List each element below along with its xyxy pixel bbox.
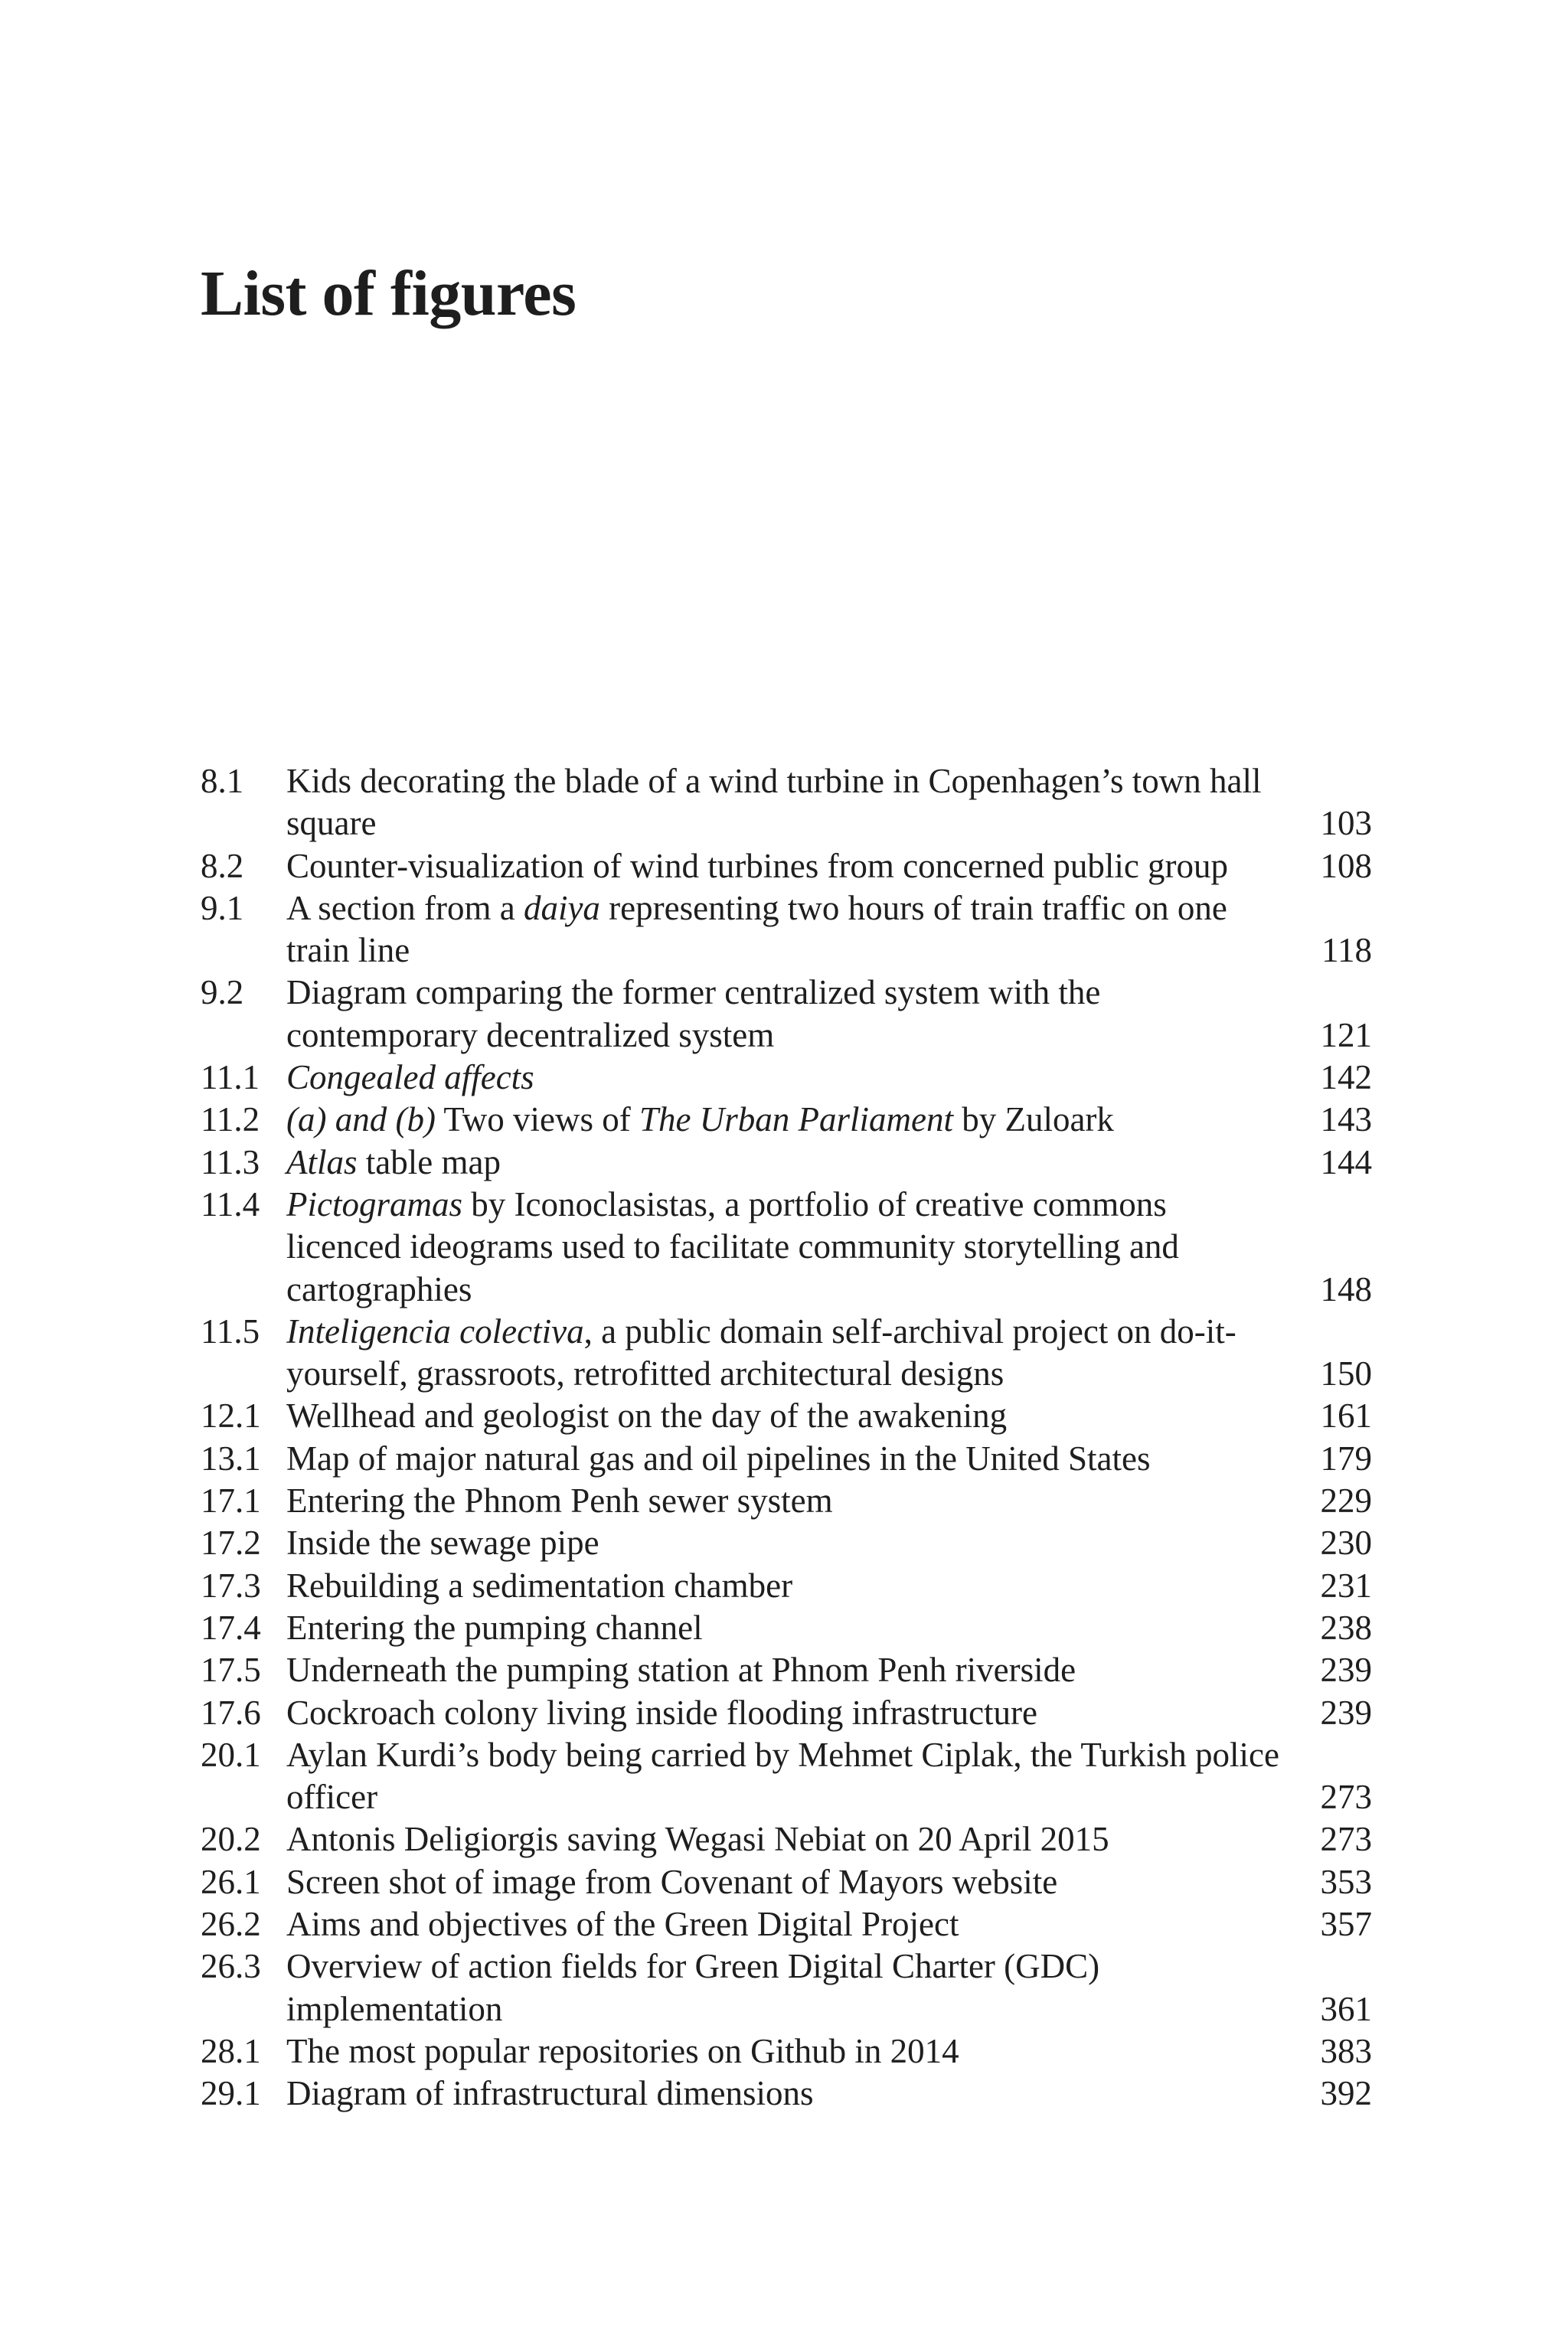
figure-page-number: 144 bbox=[1320, 1142, 1372, 1181]
figure-page-number: 239 bbox=[1320, 1651, 1372, 1690]
figure-caption bbox=[286, 972, 1311, 1057]
figure-caption bbox=[286, 1395, 1311, 1437]
figure-number: 17.5 bbox=[201, 1651, 261, 1690]
figure-page-number: 142 bbox=[1320, 1058, 1372, 1097]
figure-number: 11.4 bbox=[201, 1184, 260, 1223]
caption-text: Overview of action fields for Green Digital Charter (GDC) implementation bbox=[286, 1947, 1100, 2028]
figure-entry bbox=[201, 1184, 1372, 1311]
figure-entry bbox=[201, 1861, 1372, 1903]
figure-caption bbox=[286, 2030, 1311, 2073]
caption-italic-text: Atlas bbox=[286, 1142, 358, 1181]
figure-page-number: 230 bbox=[1320, 1524, 1372, 1563]
figure-number: 12.1 bbox=[201, 1396, 261, 1436]
figure-number: 13.1 bbox=[201, 1439, 261, 1478]
caption-text: Diagram of infrastructural dimensions bbox=[286, 2074, 814, 2113]
figure-entry bbox=[201, 1945, 1372, 2030]
figure-caption bbox=[286, 1692, 1311, 1734]
figure-page-number: 121 bbox=[1320, 1015, 1372, 1054]
figure-caption bbox=[286, 1184, 1311, 1311]
figure-caption bbox=[286, 1057, 1311, 1099]
figure-page-number: 361 bbox=[1320, 1989, 1372, 2028]
figure-caption bbox=[286, 1311, 1311, 1396]
figure-page-number: 273 bbox=[1320, 1820, 1372, 1859]
figure-caption bbox=[286, 1438, 1311, 1480]
figure-page-number: 103 bbox=[1320, 804, 1372, 843]
figure-page-number: 239 bbox=[1320, 1693, 1372, 1732]
figure-page-number: 143 bbox=[1320, 1100, 1372, 1139]
figure-entry bbox=[201, 2073, 1372, 2115]
figure-entry bbox=[201, 1142, 1372, 1184]
caption-text: Underneath the pumping station at Phnom Penh riverside bbox=[286, 1651, 1076, 1690]
figure-page-number: 161 bbox=[1320, 1396, 1372, 1436]
figure-entry bbox=[201, 887, 1372, 972]
figure-caption bbox=[286, 1903, 1311, 1945]
figure-number: 11.1 bbox=[201, 1058, 260, 1097]
figure-number: 20.1 bbox=[201, 1735, 261, 1774]
figure-entry bbox=[201, 760, 1372, 845]
caption-text: Map of major natural gas and oil pipelines in the United States bbox=[286, 1439, 1151, 1478]
caption-italic-text: (a) and (b) bbox=[286, 1100, 436, 1139]
figure-caption bbox=[286, 1099, 1311, 1141]
caption-text: Entering the pumping channel bbox=[286, 1608, 703, 1647]
caption-text: , a public domain self-archival project on do-it-yourself, grassroots, retrofitted architectural designs bbox=[286, 1312, 1236, 1393]
figure-page-number: 238 bbox=[1320, 1608, 1372, 1647]
figure-number: 9.1 bbox=[201, 888, 244, 927]
caption-text: Counter-visualization of wind turbines from concerned public group bbox=[286, 846, 1229, 885]
figure-caption bbox=[286, 760, 1311, 845]
caption-text: Kids decorating the blade of a wind turbine in Copenhagen’s town hall square bbox=[286, 762, 1262, 843]
caption-italic-text: The Urban Parliament bbox=[639, 1100, 953, 1139]
figure-page-number: 383 bbox=[1320, 2031, 1372, 2070]
figure-number: 11.3 bbox=[201, 1142, 260, 1181]
figure-page-number: 118 bbox=[1321, 931, 1372, 970]
caption-text: Diagram comparing the former centralized system with the contemporary decentralized system bbox=[286, 973, 1101, 1054]
figure-number: 8.1 bbox=[201, 762, 244, 800]
caption-text: Cockroach colony living inside flooding infrastructure bbox=[286, 1693, 1038, 1732]
caption-text: representing two hours of train traffic on one train line bbox=[286, 888, 1227, 970]
figure-caption bbox=[286, 2073, 1311, 2115]
caption-text: by Zuloark bbox=[952, 1100, 1114, 1139]
figure-entry bbox=[201, 1057, 1372, 1099]
figure-entry bbox=[201, 1311, 1372, 1396]
figure-caption bbox=[286, 1142, 1311, 1184]
figure-page-number: 353 bbox=[1320, 1862, 1372, 1901]
caption-italic-text: Inteligencia colectiva bbox=[286, 1312, 584, 1351]
figure-entry bbox=[201, 1818, 1372, 1860]
figure-entry bbox=[201, 1099, 1372, 1141]
figure-entry bbox=[201, 2030, 1372, 2073]
figure-page-number: 357 bbox=[1320, 1905, 1372, 1944]
figure-entry bbox=[201, 1692, 1372, 1734]
caption-text: Rebuilding a sedimentation chamber bbox=[286, 1566, 793, 1605]
figure-list bbox=[201, 760, 1372, 2115]
figure-caption bbox=[286, 1945, 1311, 2030]
figure-number: 9.2 bbox=[201, 973, 244, 1012]
caption-text: Aims and objectives of the Green Digital Project bbox=[286, 1905, 959, 1944]
figure-page-number: 150 bbox=[1320, 1354, 1372, 1393]
figure-number: 20.2 bbox=[201, 1820, 261, 1859]
figure-caption bbox=[286, 1734, 1311, 1819]
figure-caption bbox=[286, 1818, 1311, 1860]
figure-page-number: 231 bbox=[1320, 1566, 1372, 1605]
caption-text: Screen shot of image from Covenant of Mayors website bbox=[286, 1862, 1058, 1901]
figure-number: 11.2 bbox=[201, 1100, 260, 1139]
page-title: List of figures bbox=[201, 258, 577, 329]
figure-entry bbox=[201, 1649, 1372, 1691]
caption-text: A section from a bbox=[286, 888, 524, 927]
figure-number: 11.5 bbox=[201, 1312, 260, 1351]
figure-entry bbox=[201, 1438, 1372, 1480]
caption-italic-text: Pictogramas bbox=[286, 1184, 462, 1223]
figure-page-number: 179 bbox=[1320, 1439, 1372, 1478]
figure-entry bbox=[201, 845, 1372, 887]
figure-entry bbox=[201, 1395, 1372, 1437]
figure-page-number: 148 bbox=[1320, 1269, 1372, 1308]
figure-caption bbox=[286, 1649, 1311, 1691]
caption-text: Entering the Phnom Penh sewer system bbox=[286, 1481, 833, 1521]
figure-caption bbox=[286, 1480, 1311, 1522]
figure-number: 26.2 bbox=[201, 1905, 261, 1944]
figure-caption bbox=[286, 845, 1311, 887]
figure-number: 17.3 bbox=[201, 1566, 261, 1605]
figure-page-number: 229 bbox=[1320, 1481, 1372, 1521]
figure-number: 17.4 bbox=[201, 1608, 261, 1647]
figure-page-number: 108 bbox=[1320, 846, 1372, 885]
figure-caption bbox=[286, 1607, 1311, 1649]
figure-number: 17.1 bbox=[201, 1481, 261, 1521]
figure-number: 26.1 bbox=[201, 1862, 261, 1901]
caption-text: Two views of bbox=[435, 1100, 639, 1139]
figure-entry bbox=[201, 1903, 1372, 1945]
figure-entry bbox=[201, 1734, 1372, 1819]
caption-text: by Iconoclasistas, a portfolio of creative commons licenced ideograms used to facilitate community storytelling and cartographies bbox=[286, 1184, 1179, 1308]
caption-text: Wellhead and geologist on the day of the awakening bbox=[286, 1396, 1008, 1436]
caption-italic-text: daiya bbox=[523, 888, 600, 927]
caption-text: Inside the sewage pipe bbox=[286, 1524, 599, 1563]
figure-number: 17.6 bbox=[201, 1693, 261, 1732]
figure-entry bbox=[201, 1480, 1372, 1522]
caption-text: table map bbox=[357, 1142, 501, 1181]
caption-text: Aylan Kurdi’s body being carried by Mehmet Ciplak, the Turkish police officer bbox=[286, 1735, 1279, 1817]
figure-entry bbox=[201, 972, 1372, 1057]
figure-entry bbox=[201, 1522, 1372, 1564]
figure-page-number: 273 bbox=[1320, 1778, 1372, 1817]
figure-number: 29.1 bbox=[201, 2074, 261, 2113]
figure-number: 26.3 bbox=[201, 1947, 261, 1986]
figure-entry bbox=[201, 1607, 1372, 1649]
caption-text: Antonis Deligiorgis saving Wegasi Nebiat on 20 April 2015 bbox=[286, 1820, 1109, 1859]
figure-caption bbox=[286, 1861, 1311, 1903]
figure-entry bbox=[201, 1565, 1372, 1607]
caption-italic-text: Congealed affects bbox=[286, 1058, 534, 1097]
caption-text: The most popular repositories on Github in 2014 bbox=[286, 2031, 959, 2070]
figure-number: 28.1 bbox=[201, 2031, 261, 2070]
figure-caption bbox=[286, 1565, 1311, 1607]
figure-caption bbox=[286, 887, 1311, 972]
figure-page-number: 392 bbox=[1320, 2074, 1372, 2113]
figure-caption bbox=[286, 1522, 1311, 1564]
figure-number: 17.2 bbox=[201, 1524, 261, 1563]
figure-number: 8.2 bbox=[201, 846, 244, 885]
